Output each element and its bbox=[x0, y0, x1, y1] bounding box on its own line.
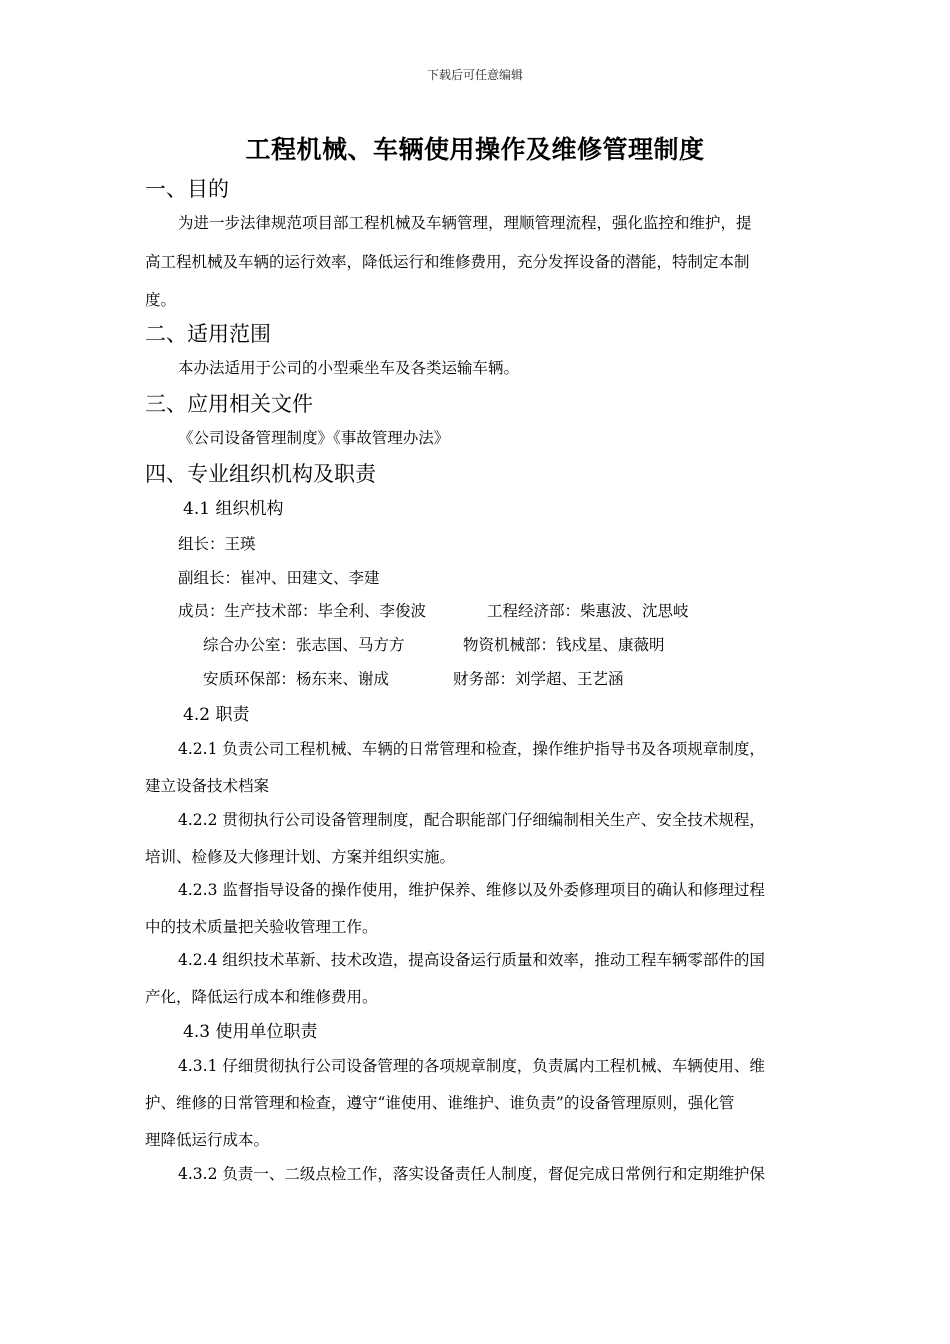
org-member-right: 工程经济部：柴惠波、沈思岐 bbox=[487, 602, 689, 620]
paragraph-line: 中的技术质量把关验收管理工作。 bbox=[145, 918, 378, 936]
paragraph-line: 培训、检修及大修理计划、方案并组织实施。 bbox=[145, 848, 456, 866]
org-member-left: 综合办公室：张志国、马方方 bbox=[203, 636, 405, 654]
paragraph-line: 产化，降低运行成本和维修费用。 bbox=[145, 988, 378, 1006]
paragraph-line: 4.2.4 组织技术革新、技术改造，提高设备运行质量和效率，推动工程车辆零部件的国 bbox=[178, 951, 765, 969]
section-heading-documents: 三、应用相关文件 bbox=[145, 392, 313, 416]
section-heading-purpose: 一、目的 bbox=[145, 177, 229, 201]
paragraph-line: 4.2.2 贯彻执行公司设备管理制度，配合职能部门仔细编制相关生产、安全技术规程， bbox=[178, 811, 765, 829]
paragraph-line: 高工程机械及车辆的运行效率，降低运行和维修费用，充分发挥设备的潜能，特制定本制 bbox=[145, 253, 750, 271]
paragraph-line: 4.2.1 负责公司工程机械、车辆的日常管理和检查，操作维护指导书及各项规章制度， bbox=[178, 740, 765, 758]
paragraph-line: 为进一步法律规范项目部工程机械及车辆管理，理顺管理流程，强化监控和维护，提 bbox=[178, 214, 752, 232]
paragraph-line: 护、维修的日常管理和检查，遵守“谁使用、谁维护、谁负责”的设备管理原则，强化管 bbox=[145, 1094, 735, 1112]
org-member-left: 成员：生产技术部：毕全利、李俊波 bbox=[178, 602, 427, 620]
paragraph-line: 4.3.2 负责一、二级点检工作，落实设备责任人制度，督促完成日常例行和定期维护保 bbox=[178, 1165, 765, 1183]
document-title: 工程机械、车辆使用操作及维修管理制度 bbox=[245, 135, 705, 164]
subsection-heading-unit-duty: 4.3 使用单位职责 bbox=[183, 1022, 318, 1042]
org-deputy: 副组长：崔冲、田建文、李建 bbox=[178, 569, 380, 587]
paragraph-line: 理降低运行成本。 bbox=[145, 1131, 270, 1149]
subsection-heading-org: 4.1 组织机构 bbox=[183, 499, 284, 519]
paragraph-line: 本办法适用于公司的小型乘坐车及各类运输车辆。 bbox=[178, 359, 520, 377]
org-member-right: 物资机械部：钱戍星、康薇明 bbox=[463, 636, 665, 654]
paragraph-line: 4.3.1 仔细贯彻执行公司设备管理的各项规章制度，负责属内工程机械、车辆使用、维 bbox=[178, 1057, 765, 1075]
org-leader: 组长：王瑛 bbox=[178, 535, 256, 553]
section-heading-organization: 四、专业组织机构及职责 bbox=[145, 462, 376, 486]
paragraph-line: 《公司设备管理制度》《事故管理办法》 bbox=[178, 429, 450, 447]
org-member-left: 安质环保部：杨东来、谢成 bbox=[203, 670, 390, 688]
paragraph-line: 4.2.3 监督指导设备的操作使用，维护保养、维修以及外委修理项目的确认和修理过程 bbox=[178, 881, 765, 899]
org-member-right: 财务部：刘学超、王艺涵 bbox=[453, 670, 624, 688]
paragraph-line: 度。 bbox=[145, 291, 177, 309]
header-note: 下载后可任意编辑 bbox=[426, 68, 523, 82]
subsection-heading-duty: 4.2 职责 bbox=[183, 705, 250, 725]
paragraph-line: 建立设备技术档案 bbox=[145, 777, 270, 795]
section-heading-scope: 二、适用范围 bbox=[145, 322, 271, 346]
